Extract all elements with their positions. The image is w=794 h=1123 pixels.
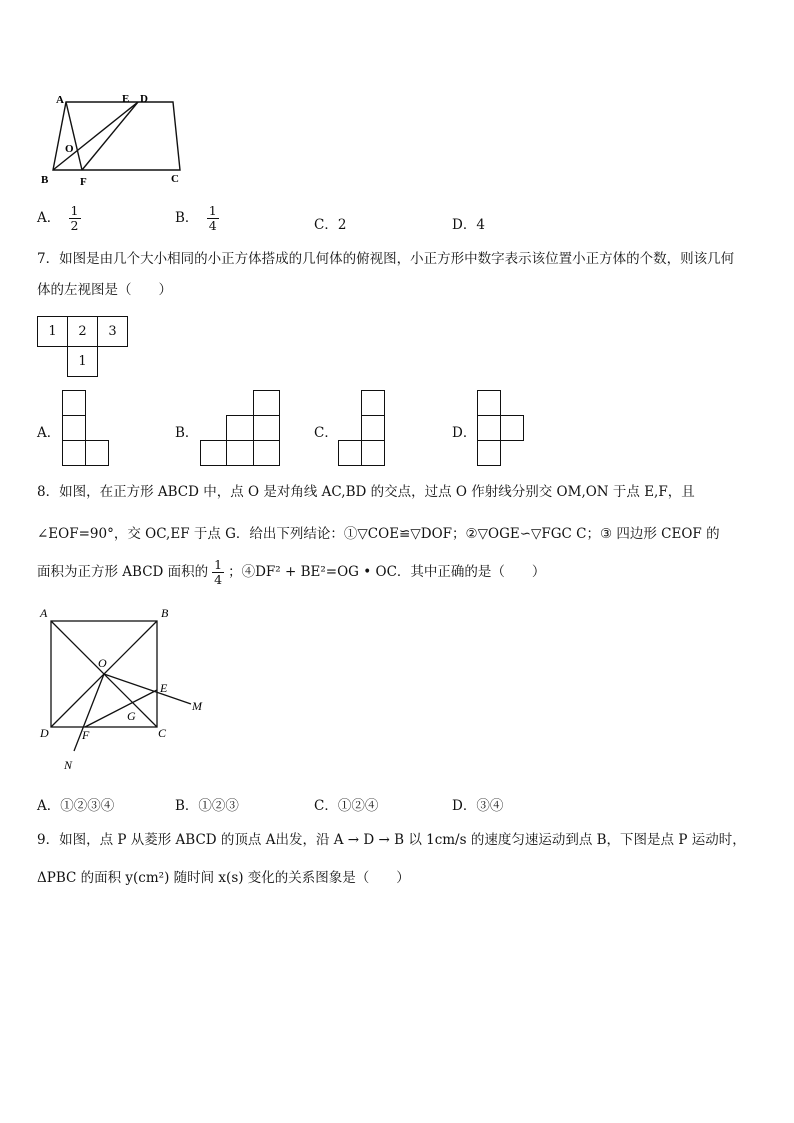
cube-square (253, 440, 280, 466)
q6-figure (38, 90, 188, 190)
q6-line-fe (82, 102, 138, 170)
cube-square (477, 390, 501, 416)
q8-label-n: N (64, 758, 73, 772)
cube-square (226, 440, 254, 466)
q6-label-c: C (171, 173, 179, 185)
q6-option-d[interactable]: D．4 (452, 217, 485, 233)
fraction: $\frac{1}{4}$ (208, 203, 217, 233)
q7-top-view-grid (37, 316, 137, 382)
q6-label-b: B (41, 174, 49, 186)
grid-cell: 3 (97, 316, 128, 347)
q7-stem-line-1: 7．如图是由几个大小相同的小正方体搭成的几何体的俯视图，小正方形中数字表示该位置小正方体的个数，则该几何 (37, 251, 735, 267)
q6-label-d: D (140, 93, 148, 105)
q6-label-f: F (80, 176, 87, 188)
q8-label-f: F (82, 728, 90, 742)
q6-option-c[interactable]: C．2 (314, 217, 347, 233)
cube-square (361, 415, 385, 441)
q6-label-o: O (65, 143, 74, 155)
cube-square (200, 440, 227, 466)
q6-trapezoid (53, 102, 180, 170)
q8-label-c: C (158, 726, 167, 740)
cube-square (226, 415, 254, 441)
cube-square (477, 440, 501, 466)
q7-option-c-figure[interactable] (338, 390, 386, 468)
q8-stem-line-3: 面积为正方形 ABCD 面积的 $\frac{1}{4}$ ；④DF² + BE²=OG • OC．其中正确的是（ ） (37, 557, 546, 587)
q7-option-c-label[interactable]: C． (314, 425, 338, 441)
q8-label-d: D (40, 726, 49, 740)
cube-square (253, 415, 280, 441)
q8-figure (35, 604, 215, 776)
cube-square (361, 440, 385, 466)
cube-square (62, 440, 86, 466)
q6-option-a[interactable]: A． $\frac{1}{2}$ (37, 203, 79, 233)
grid-cell: 2 (67, 316, 98, 347)
q8-option-c[interactable]: C．①②④ (314, 798, 379, 814)
q7-option-d-figure[interactable] (477, 390, 525, 468)
q8-label-g: G (127, 709, 136, 723)
q6-label-e: E (122, 93, 130, 105)
q8-label-a: A (40, 606, 48, 620)
q7-stem-line-2: 体的左视图是（ ） (37, 282, 172, 298)
q8-label-m: M (192, 699, 202, 713)
q7-option-d-label[interactable]: D． (452, 425, 477, 441)
q8-ray-om (104, 674, 191, 704)
fraction: $\frac{1}{2}$ (70, 203, 79, 233)
grid-cell: 1 (37, 316, 68, 347)
q8-stem-line-1: 8．如图，在正方形 ABCD 中，点 O 是对角线 AC,BD 的交点，过点 O 作射线分别交 OM,ON 于点 E,F，且 (37, 484, 695, 500)
q6-line-af (66, 102, 82, 170)
cube-square (62, 390, 86, 416)
q6-option-b[interactable]: B． $\frac{1}{4}$ (175, 203, 217, 233)
q9-stem-line-2: ΔPBC 的面积 y(cm²) 随时间 x(s) 变化的关系图象是（ ） (37, 870, 410, 886)
cube-square (253, 390, 280, 416)
q8-label-b: B (161, 606, 169, 620)
cube-square (500, 415, 524, 441)
q6-line-be (53, 102, 138, 170)
q8-label-e: E (160, 681, 168, 695)
cube-square (361, 390, 385, 416)
q7-option-b-label[interactable]: B． (175, 425, 199, 441)
q9-stem-line-1: 9．如图，点 P 从菱形 ABCD 的顶点 A出发，沿 A → D → B 以 1cm/s 的速度匀速运动到点 B，下图是点 P 运动时， (37, 832, 746, 848)
cube-square (62, 415, 86, 441)
cube-square (477, 415, 501, 441)
q8-label-o: O (98, 656, 107, 670)
q7-option-a-figure[interactable] (62, 390, 110, 468)
q8-option-d[interactable]: D．③④ (452, 798, 504, 814)
cube-square (338, 440, 362, 466)
fraction: $\frac{1}{4}$ (214, 557, 223, 587)
q8-option-a[interactable]: A．①②③④ (37, 798, 115, 814)
grid-cell: 1 (67, 346, 98, 377)
cube-square (85, 440, 109, 466)
q6-label-a: A (56, 94, 64, 106)
q8-stem-line-2: ∠EOF=90°，交 OC,EF 于点 G．给出下列结论：①▽COE≌▽DOF；②▽OGE∽▽FGC C；③ 四边形 CEOF 的 (37, 526, 720, 542)
q7-option-a-label[interactable]: A． (37, 425, 61, 441)
q7-option-b-figure[interactable] (200, 390, 280, 468)
q8-option-b[interactable]: B．①②③ (175, 798, 239, 814)
